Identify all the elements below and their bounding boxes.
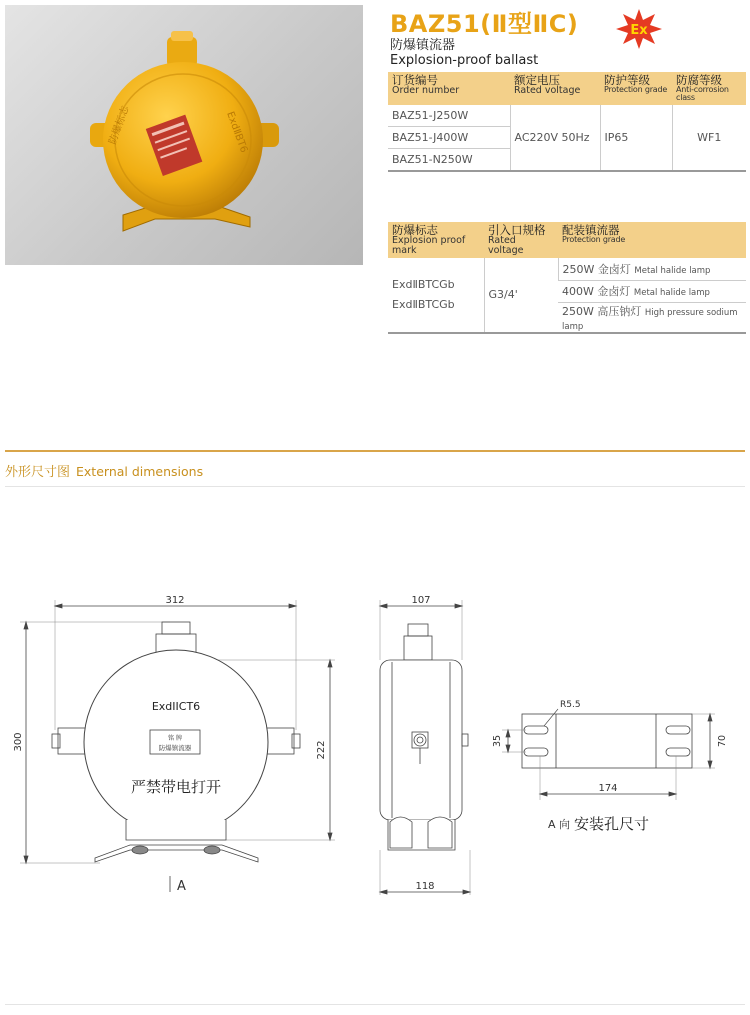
order-number: BAZ51-J250W: [388, 105, 510, 127]
radius-label: R5.5: [560, 700, 581, 710]
ballast-cell: 250W 高压钠灯 High pressure sodium lamp: [558, 302, 746, 333]
th-voltage: 额定电压 Rated voltage: [510, 72, 600, 105]
section-title-cn: 外形尺寸图: [5, 465, 71, 480]
view-arrow-label: A: [177, 879, 186, 894]
th-mark: 防爆标志 Explosion proof mark: [388, 222, 484, 258]
protection-value: IP65: [600, 105, 672, 171]
section-title-en: External dimensions: [76, 464, 204, 479]
dim-slot-height-label: 35: [492, 734, 503, 748]
ballast-cell: 250W 金卤灯 Metal halide lamp: [558, 258, 746, 280]
dim-height-70-label: 70: [717, 734, 728, 748]
th-anticorrosion: 防腐等级 Anti-corrosion class: [672, 72, 746, 105]
voltage-value: AC220V 50Hz: [510, 105, 600, 171]
th-order: 订货编号 Order number: [388, 72, 510, 105]
embossed-text-right: ExdⅡBT6: [224, 110, 250, 155]
explosion-mark-text: ExdIICT6: [151, 700, 201, 713]
dim-height-label: 300: [13, 732, 24, 752]
warning-text: 严禁带电打开: [130, 778, 222, 796]
ex-badge-text: Ex: [630, 23, 648, 38]
th-ballast: 配装镇流器 Protection grade: [558, 222, 746, 258]
th-protection: 防护等级 Protection grade: [600, 72, 672, 105]
ballast-cell: 400W 金卤灯 Metal halide lamp: [558, 280, 746, 302]
mark-value: ExdⅡBTCGb: [392, 297, 455, 311]
entry-value: G3/4': [484, 258, 558, 333]
mark-value: ExdⅡBTCGb: [392, 277, 455, 291]
order-number: BAZ51-N250W: [388, 149, 510, 171]
dim-top-width-label: 107: [411, 595, 431, 606]
dim-width-label: 312: [165, 595, 185, 606]
dim-spacing-label: 174: [598, 783, 618, 794]
anticorrosion-value: WF1: [672, 105, 746, 171]
nameplate-line1: 铭 牌: [168, 735, 182, 742]
subtitle-cn: 防爆镇流器: [390, 38, 456, 53]
mounting-view: [492, 700, 728, 833]
th-entry: 引入口规格 Rated voltage: [484, 222, 558, 258]
nameplate-line2: 防爆镇流器: [158, 744, 192, 752]
mount-caption-prefix: A 向: [548, 818, 571, 831]
side-view: [380, 595, 470, 895]
order-number: BAZ51-J400W: [388, 127, 510, 149]
footer-divider: [5, 1004, 745, 1005]
front-view: [13, 595, 335, 894]
mount-caption: 安装孔尺寸: [574, 815, 650, 833]
dim-inner-height-label: 222: [316, 740, 327, 760]
subtitle-en: Explosion-proof ballast: [390, 53, 539, 68]
dim-bottom-width-label: 118: [415, 881, 435, 892]
embossed-text-left: 防爆标志: [107, 104, 132, 147]
product-title: BAZ51(Ⅱ型ⅡC): [390, 10, 579, 38]
